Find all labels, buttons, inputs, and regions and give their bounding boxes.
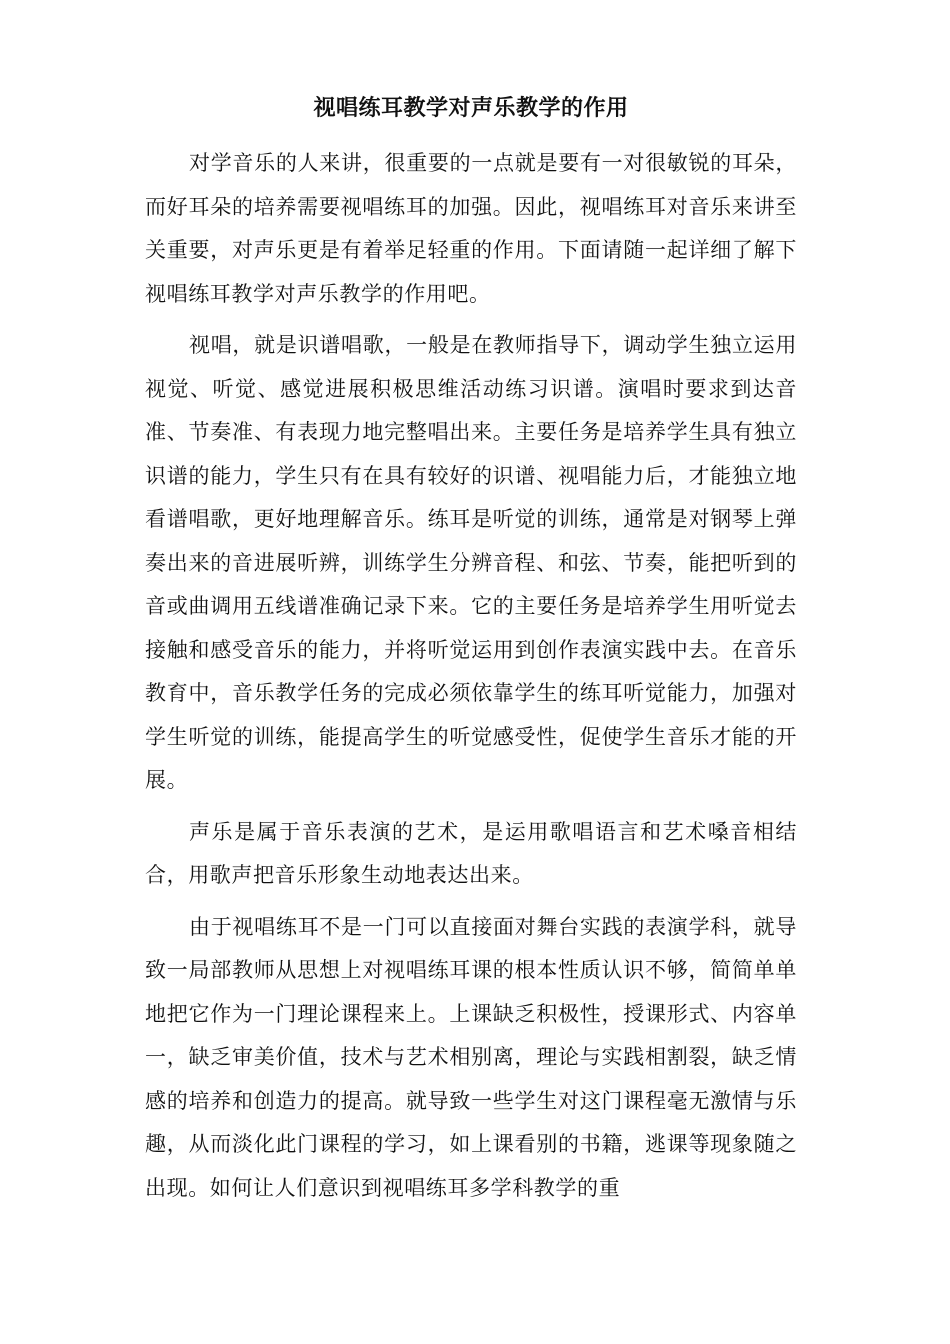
document-title: 视唱练耳教学对声乐教学的作用 [313, 95, 629, 121]
paragraph-1: 对学音乐的人来讲，很重要的一点就是要有一对很敏锐的耳朵，而好耳朵的培养需要视唱练耳的加强。因此，视唱练耳对音乐来讲至关重要，对声乐更是有着举足轻重的作用。下面请随一起详细了解下视唱练耳教学对声乐教学的作用吧。 [145, 151, 797, 306]
paragraph-4: 由于视唱练耳不是一门可以直接面对舞台实践的表演学科，就导致一局部教师从思想上对视唱练耳课的根本性质认识不够，简简单单地把它作为一门理论课程来上。上课缺乏积极性，授课形式、内容单一，缺乏审美价值，技术与艺术相别离，理论与实践相割裂，缺乏情感的培养和创造力的提高。就导致一些学生对这门课程毫无激情与乐趣，从而淡化此门课程的学习，如上课看别的书籍，逃课等现象随之出现。如何让人们意识到视唱练耳多学科教学的重 [145, 914, 797, 1200]
document-page [145, 88, 797, 1218]
paragraph-3: 声乐是属于音乐表演的艺术，是运用歌唱语言和艺术嗓音相结合，用歌声把音乐形象生动地表达出来。 [145, 819, 797, 887]
paragraph-2: 视唱，就是识谱唱歌，一般是在教师指导下，调动学生独立运用视觉、听觉、感觉进展积极思维活动练习识谱。演唱时要求到达音准、节奏准、有表现力地完整唱出来。主要任务是培养学生具有独立识谱的能力，学生只有在具有较好的识谱、视唱能力后，才能独立地看谱唱歌，更好地理解音乐。练耳是听觉的训练，通常是对钢琴上弹奏出来的音进展听辨，训练学生分辨音程、和弦、节奏，能把听到的音或曲调用五线谱准确记录下来。它的主要任务是培养学生用听觉去接触和感受音乐的能力，并将听觉运用到创作表演实践中去。在音乐教育中，音乐教学任务的完成必须依靠学生的练耳听觉能力，加强对学生听觉的训练，能提高学生的听觉感受性，促使学生音乐才能的开展。 [145, 333, 797, 792]
